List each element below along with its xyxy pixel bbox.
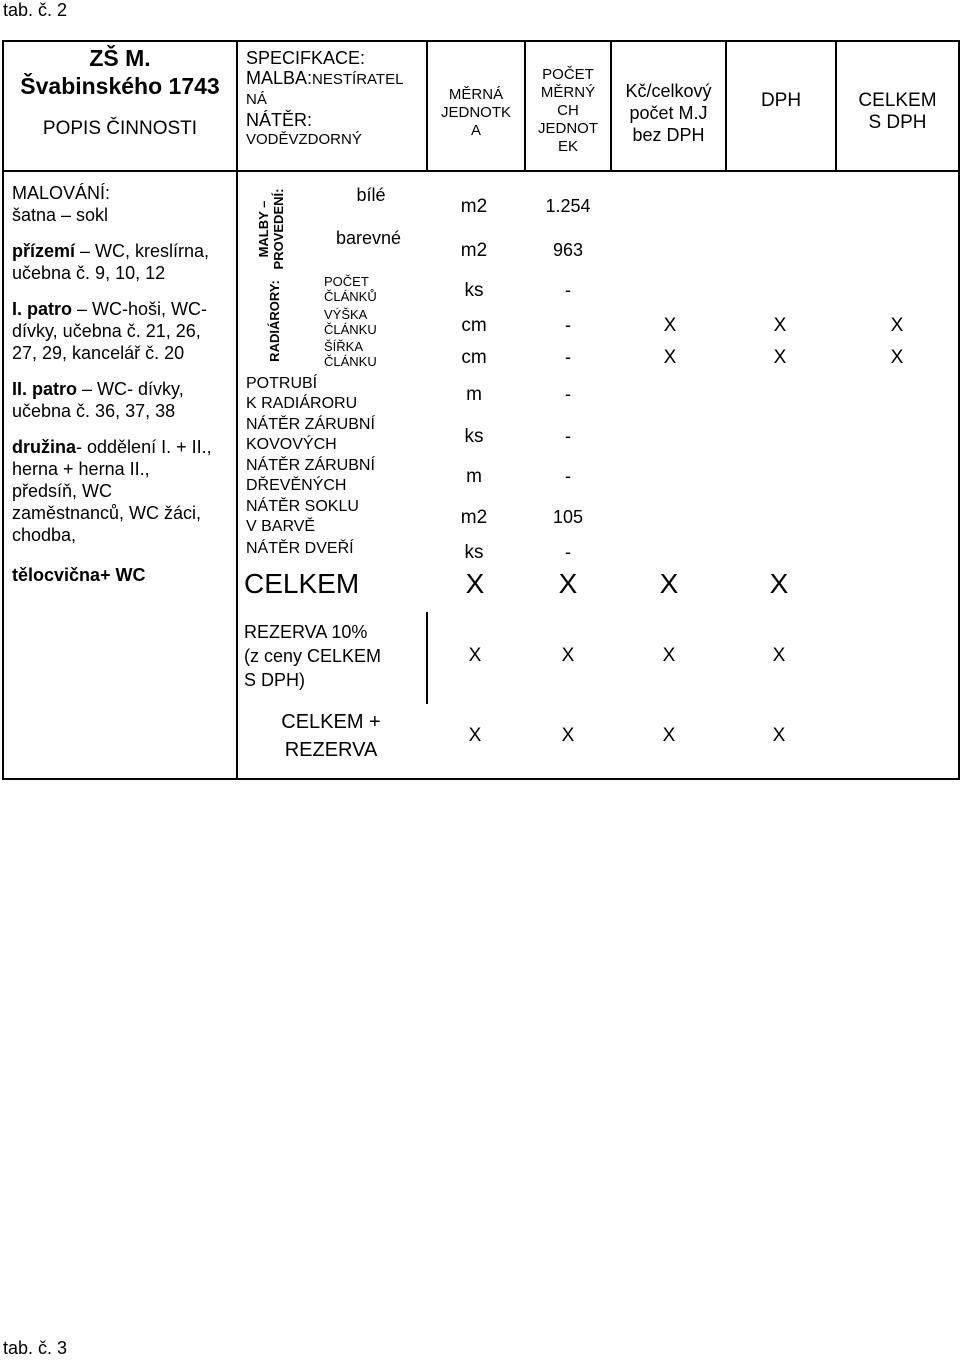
kc-line3: bez DPH (632, 125, 705, 145)
row-qty: - (565, 466, 571, 486)
merna-line1: MĚRNÁ (448, 86, 504, 103)
celkem-rezerva-x: X (561, 725, 575, 746)
celkem-x: X (769, 568, 789, 599)
malby-line2: PROVEDENÍ: (271, 188, 286, 270)
pocet-line1: POČET (542, 66, 594, 83)
prizemi-rooms-line2: učebna č. 9, 10, 12 (12, 263, 166, 283)
pocet-line3: CH (557, 102, 579, 119)
sokl-line2: V BARVĚ (246, 518, 316, 535)
rezerva-line3: S DPH) (244, 670, 306, 690)
pocet-line5: EK (557, 138, 578, 155)
celkem-label: CELKEM (244, 568, 360, 599)
spec-pocet-clanku (324, 275, 377, 305)
kc-line1: Kč/celkový (625, 81, 712, 101)
row-unit: m (466, 466, 482, 487)
zarubni-kov-line1: NÁTĚR ZÁRUBNÍ (246, 416, 375, 433)
rezerva-x: X (468, 645, 482, 666)
pocet-clanku-line2: ČLÁNKŮ (324, 288, 377, 304)
school-name-line2: Švabinského 1743 (20, 73, 220, 99)
header-merna-jednotka (428, 86, 524, 140)
header-spec (246, 48, 426, 150)
popis-cinnosti-label: POPIS ČINNOSTI (42, 118, 198, 139)
rezerva-x: X (561, 645, 575, 666)
header-dph: DPH (760, 90, 802, 111)
merna-line2: JEDNOTK (440, 104, 511, 121)
header-pocet-jednotek (526, 66, 610, 156)
row-qty: - (565, 384, 571, 404)
spec-potrubi (246, 374, 357, 414)
celkem-rezerva-line2: REZERVA (284, 739, 378, 761)
school-name-line1: ZŠ M. (89, 45, 151, 71)
prizemi-block (12, 240, 234, 262)
row-unit: m2 (460, 240, 488, 261)
druzina-rooms-line5: chodba, (12, 525, 77, 545)
row-unit: m2 (460, 196, 488, 217)
pocet-line2: MĚRNÝ (540, 84, 596, 101)
celkem-s-dph-line1: CELKEM (858, 90, 937, 111)
spec-nestiratel: NESTÍRATEL (312, 71, 404, 88)
prizemi-heading: přízemí (12, 241, 76, 261)
kc-line2: počet M.J (629, 103, 708, 123)
patro2-heading: II. patro (12, 379, 78, 399)
row-x: X (663, 347, 677, 368)
row-unit: m (466, 384, 482, 405)
celkem-rezerva-x: X (468, 725, 482, 746)
description-column (12, 182, 234, 586)
spec-vyska-clanku (324, 308, 377, 338)
spec-zarubni-drevene (246, 456, 375, 496)
row-qty: 963 (552, 240, 584, 260)
druzina-rooms-line2: herna + herna II., (12, 459, 150, 479)
spec-title: SPECIFKACE: (246, 48, 366, 68)
satna-label: šatna – sokl (12, 205, 109, 225)
row-qty: - (565, 426, 571, 446)
celkem-rezerva-x: X (772, 725, 786, 746)
druzina-rooms-line3: předsíň, WC (12, 481, 113, 501)
spec-zarubni-kovove (246, 415, 375, 455)
row-unit: ks (464, 426, 484, 447)
patro2-rooms-line2: učebna č. 36, 37, 38 (12, 401, 176, 421)
zarubni-drev-line2: DŘEVĚNÝCH (246, 477, 347, 494)
pocet-clanku-line1: POČET (324, 274, 369, 289)
patro1-rooms: – WC-hoši, WC- (72, 299, 208, 319)
celkem-x: X (659, 568, 679, 599)
row-qty: 1.254 (545, 196, 591, 216)
rezerva-x: X (772, 645, 786, 666)
row-qty: - (565, 347, 571, 367)
spec-sirka-clanku (324, 340, 377, 370)
malovani-label: MALOVÁNÍ: (12, 183, 111, 203)
celkem-rezerva-x: X (662, 725, 676, 746)
row-unit: cm (461, 347, 487, 368)
patro1-block (12, 298, 234, 320)
spec-dveri: NÁTĚR DVEŘÍ (246, 540, 354, 557)
druzina-block (12, 436, 234, 458)
bottom-page-label: tab. č. 3 (3, 1338, 68, 1358)
sirka-clanku-line1: ŠÍŘKA (324, 339, 364, 354)
row-unit: m2 (460, 507, 488, 528)
malby-line1: MALBY – (256, 200, 271, 258)
telocvicna-label: tělocvična+ WC (12, 565, 146, 585)
spec-nater: NÁTĚR: (246, 110, 313, 130)
row-qty: 105 (552, 507, 584, 527)
row-x: X (773, 315, 787, 336)
celkem-x: X (465, 568, 485, 599)
patro1-rooms-line2: dívky, učebna č. 21, 26, (12, 321, 201, 341)
druzina-rooms: - oddělení I. + II., (76, 437, 212, 457)
header-school (4, 44, 236, 140)
row-qty: - (565, 315, 571, 335)
celkem-x: X (558, 568, 578, 599)
row-x: X (773, 347, 787, 368)
top-page-label: tab. č. 2 (3, 0, 68, 20)
spec-barevne: barevné (336, 228, 402, 248)
spec-bile: bílé (356, 185, 386, 205)
celkem-rezerva-label (238, 708, 424, 764)
sirka-clanku-line2: ČLÁNKU (324, 353, 377, 369)
row-unit: ks (464, 280, 484, 301)
celkem-rezerva-line1: CELKEM + (281, 711, 381, 733)
potrubi-line2: K RADIÁRORU (246, 395, 358, 412)
zarubni-drev-line1: NÁTĚR ZÁRUBNÍ (246, 457, 375, 474)
row-x: X (890, 315, 904, 336)
spec-vodevzdorny: VODĚVZDORNÝ (246, 131, 362, 148)
patro1-rooms-line3: 27, 29, kancelář č. 20 (12, 343, 185, 363)
row-qty: - (565, 542, 571, 562)
row-x: X (663, 315, 677, 336)
patro1-heading: I. patro (12, 299, 73, 319)
radiatory-label: RADIÁRORY: (267, 280, 282, 362)
potrubi-line1: POTRUBÍ (246, 375, 318, 392)
prizemi-rooms: – WC, kreslírna, (75, 241, 210, 261)
druzina-rooms-line4: zaměstnanců, WC žáci, (12, 503, 202, 523)
vyska-clanku-line1: VÝŠKA (324, 307, 368, 322)
celkem-s-dph-line2: S DPH (868, 112, 927, 133)
spec-malba: MALBA: (246, 68, 313, 88)
vyska-clanku-line2: ČLÁNKU (324, 321, 377, 337)
rezerva-line1: REZERVA 10% (244, 622, 368, 642)
rezerva-line2: (z ceny CELKEM (244, 646, 382, 666)
pocet-line4: JEDNOT (538, 120, 598, 137)
header-celkem-s-dph (837, 90, 958, 134)
patro2-rooms: – WC- dívky, (77, 379, 184, 399)
spec-na: NÁ (246, 91, 267, 108)
row-qty: - (565, 280, 571, 300)
patro2-block (12, 378, 234, 400)
header-kc (612, 80, 725, 146)
rezerva-label (244, 620, 381, 692)
row-x: X (890, 347, 904, 368)
zarubni-kov-line2: KOVOVÝCH (246, 436, 337, 453)
druzina-heading: družina (12, 437, 77, 457)
spec-sokl (246, 497, 359, 537)
merna-line3: A (470, 122, 481, 139)
row-unit: cm (461, 315, 487, 336)
rezerva-x: X (662, 645, 676, 666)
row-unit: ks (464, 542, 484, 563)
sokl-line1: NÁTĚR SOKLU (246, 498, 359, 515)
